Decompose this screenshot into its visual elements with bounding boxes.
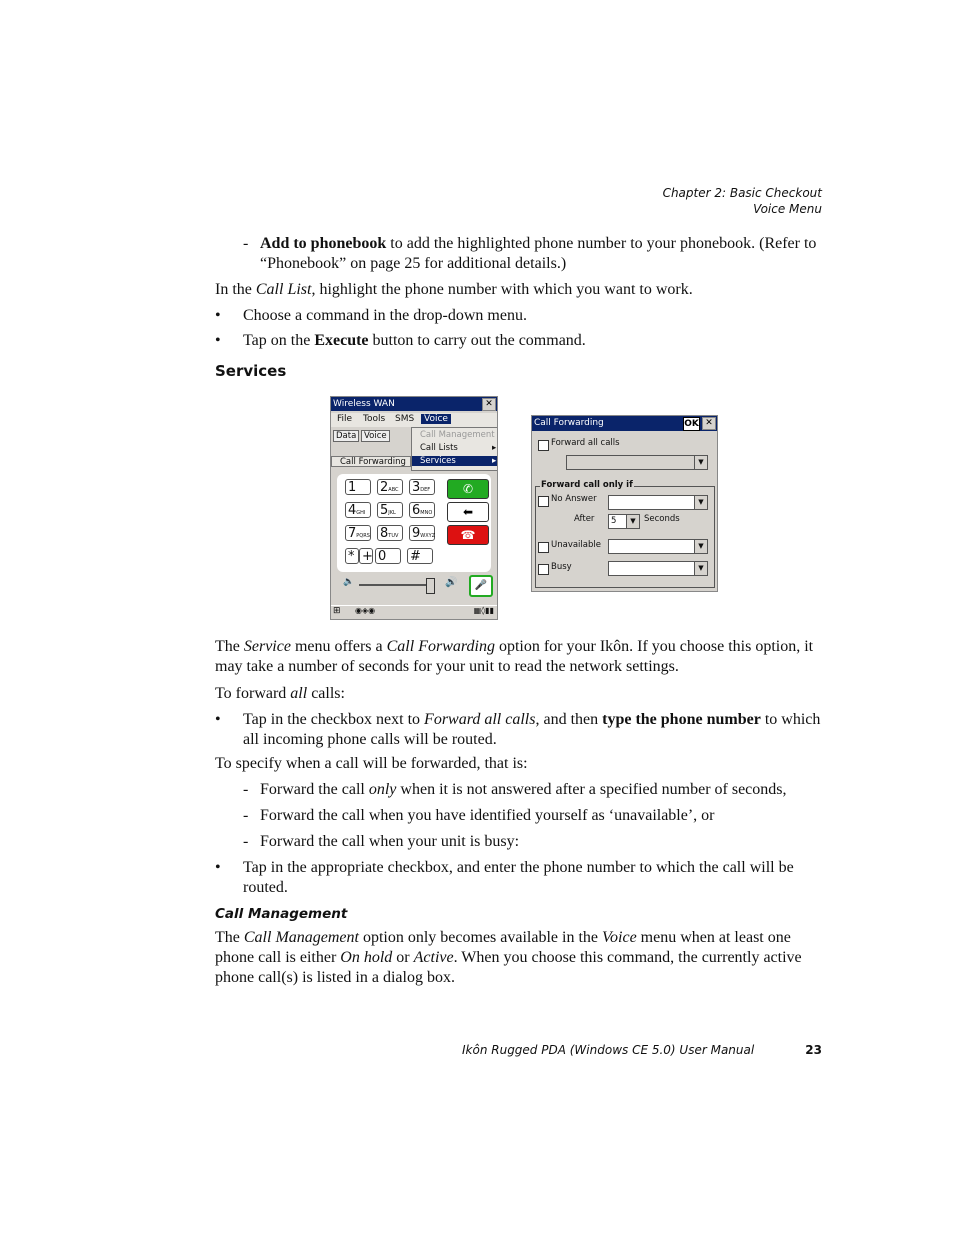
wireless-wan-screenshot (330, 396, 498, 620)
menu-voice[interactable]: Voice (421, 414, 451, 424)
close-icon[interactable]: ✕ (482, 398, 496, 411)
paragraph: To forward all calls: (215, 685, 345, 702)
tab-voice[interactable]: Voice (361, 430, 390, 442)
bullet-item: • Tap in the appropriate checkbox, and enter the phone number to which the call will be routed. (215, 859, 794, 896)
hangup-button[interactable] (447, 525, 489, 545)
start-icon[interactable]: ⊞ (333, 606, 341, 616)
ok-button[interactable]: OK (684, 419, 699, 429)
paragraph: In the Call List, highlight the phone number with which you want to work. (215, 281, 693, 298)
busy-number[interactable] (608, 561, 708, 576)
text: to add the highlighted phone number to your phonebook. (Refer to “Phonebook” on page 25 for additional details.) (260, 235, 817, 272)
group-title: Forward call only if (541, 480, 633, 490)
busy-checkbox[interactable] (538, 564, 549, 575)
chevron-right-icon: ▸ (492, 443, 497, 453)
list-item: - Forward the call when your unit is busy: (243, 833, 520, 850)
dial-key[interactable]: 5JKL (377, 502, 403, 518)
seconds-select[interactable] (608, 514, 640, 529)
dial-key[interactable]: 9WXYZ (409, 525, 435, 541)
dial-key[interactable]: 3DEF (409, 479, 435, 495)
page-number: 23 (805, 1043, 822, 1057)
volume-slider-handle[interactable] (426, 578, 435, 594)
call-forwarding-screenshot (531, 415, 718, 592)
chevron-down-icon[interactable]: ▼ (694, 540, 707, 553)
dial-key[interactable]: 7PQRS (345, 525, 371, 541)
no-answer-label: No Answer (551, 494, 597, 504)
menu-sms[interactable]: SMS (395, 414, 415, 424)
dial-key[interactable]: 6MNO (409, 502, 435, 518)
bullet-item: • Tap on the Execute button to carry out the command. (215, 332, 586, 349)
dial-key[interactable]: 1 (345, 479, 371, 495)
menu-item-call-management[interactable]: Call Management (420, 430, 495, 440)
speaker-loud-icon: 🔊 (445, 577, 458, 588)
title-bar: Call Forwarding OK ✕ (532, 416, 717, 431)
dial-key[interactable]: 2ABC (377, 479, 403, 495)
status-icons: ▦◊▮▮ (473, 606, 494, 615)
section-heading: Services (215, 362, 287, 380)
paragraph: The Call Management option only becomes available in the Voice menu when at least one phone call is either On hold or Active. When you choose this command, the currently active phone call(s) is listed in a dialog box. (215, 929, 802, 986)
unavailable-label: Unavailable (551, 540, 601, 550)
forward-all-checkbox[interactable] (538, 440, 549, 451)
taskbar (331, 605, 497, 619)
speaker-icon: 🔈 (343, 577, 355, 587)
title-bar: Wireless WAN ✕ (331, 397, 497, 411)
phone-icon: ✆ (462, 482, 474, 496)
dial-key[interactable]: 4GHI (345, 502, 371, 518)
bullet-item: • Choose a command in the drop-down menu. (215, 307, 527, 324)
voice-dropdown (411, 427, 498, 471)
volume-track[interactable] (359, 584, 431, 586)
menu-call-forwarding[interactable]: Call Forwarding (331, 456, 411, 467)
forward-all-number (566, 455, 708, 470)
dial-key[interactable]: # (407, 548, 433, 564)
dial-key[interactable]: * (345, 548, 359, 564)
chevron-down-icon[interactable]: ▼ (694, 562, 707, 575)
mic-icon[interactable]: 🎤 (469, 575, 493, 597)
seconds-value: 5 (611, 516, 617, 526)
menu-item-services[interactable]: Services ▸ (412, 456, 498, 466)
menu-tools[interactable]: Tools (363, 414, 386, 424)
seconds-label: Seconds (644, 514, 680, 524)
after-label: After (574, 514, 595, 524)
unavailable-checkbox[interactable] (538, 542, 549, 553)
no-answer-number[interactable] (608, 495, 708, 510)
term: Add to phonebook (260, 235, 387, 252)
arrow-left-icon: ⬅ (462, 505, 474, 519)
unavailable-number[interactable] (608, 539, 708, 554)
backspace-button[interactable] (447, 502, 489, 522)
menu-file[interactable]: File (337, 414, 353, 424)
forward-all-label: Forward all calls (551, 438, 620, 448)
close-icon[interactable]: ✕ (702, 417, 716, 430)
running-header-section: Voice Menu (753, 202, 822, 216)
tray-icons: ◉◈◉ (355, 606, 376, 615)
paragraph: To specify when a call will be forwarded, that is: (215, 755, 528, 772)
chevron-down-icon[interactable]: ▼ (694, 496, 707, 509)
tab-data[interactable]: Data (333, 430, 359, 442)
running-header-chapter: Chapter 2: Basic Checkout (662, 186, 822, 200)
chevron-right-icon: ▸ (492, 456, 497, 466)
paragraph: The Service menu offers a Call Forwarding option for your Ikôn. If you choose this option, it may take a number of seconds for your unit to read the network settings. (215, 638, 814, 675)
call-button[interactable] (447, 479, 489, 499)
no-answer-checkbox[interactable] (538, 496, 549, 507)
menu-bar (331, 413, 497, 427)
dial-key[interactable]: 0 (375, 548, 401, 564)
list-item: - Add to phonebook to add the highlighted phone number to your phonebook. (Refer to “Phonebook” on page 25 for additional details.) (243, 235, 817, 272)
chevron-down-icon[interactable]: ▼ (626, 515, 639, 528)
dial-pad (337, 474, 491, 572)
dial-key[interactable]: 8TUV (377, 525, 403, 541)
footer-manual-title: Ikôn Rugged PDA (Windows CE 5.0) User Manual (462, 1043, 755, 1057)
busy-label: Busy (551, 562, 572, 572)
hangup-icon: ☎ (460, 528, 476, 542)
chevron-down-icon: ▼ (694, 456, 707, 469)
list-item: - Forward the call when you have identified yourself as ‘unavailable’, or (243, 807, 715, 824)
subsection-heading: Call Management (215, 906, 348, 922)
menu-item-call-lists[interactable]: Call Lists ▸ (420, 443, 497, 453)
dial-key[interactable]: + (359, 548, 373, 564)
bullet-item: • Tap in the checkbox next to Forward all calls, and then type the phone number to which all incoming phone calls will be routed. (215, 711, 821, 748)
list-item: - Forward the call only when it is not answered after a specified number of seconds, (243, 781, 787, 798)
